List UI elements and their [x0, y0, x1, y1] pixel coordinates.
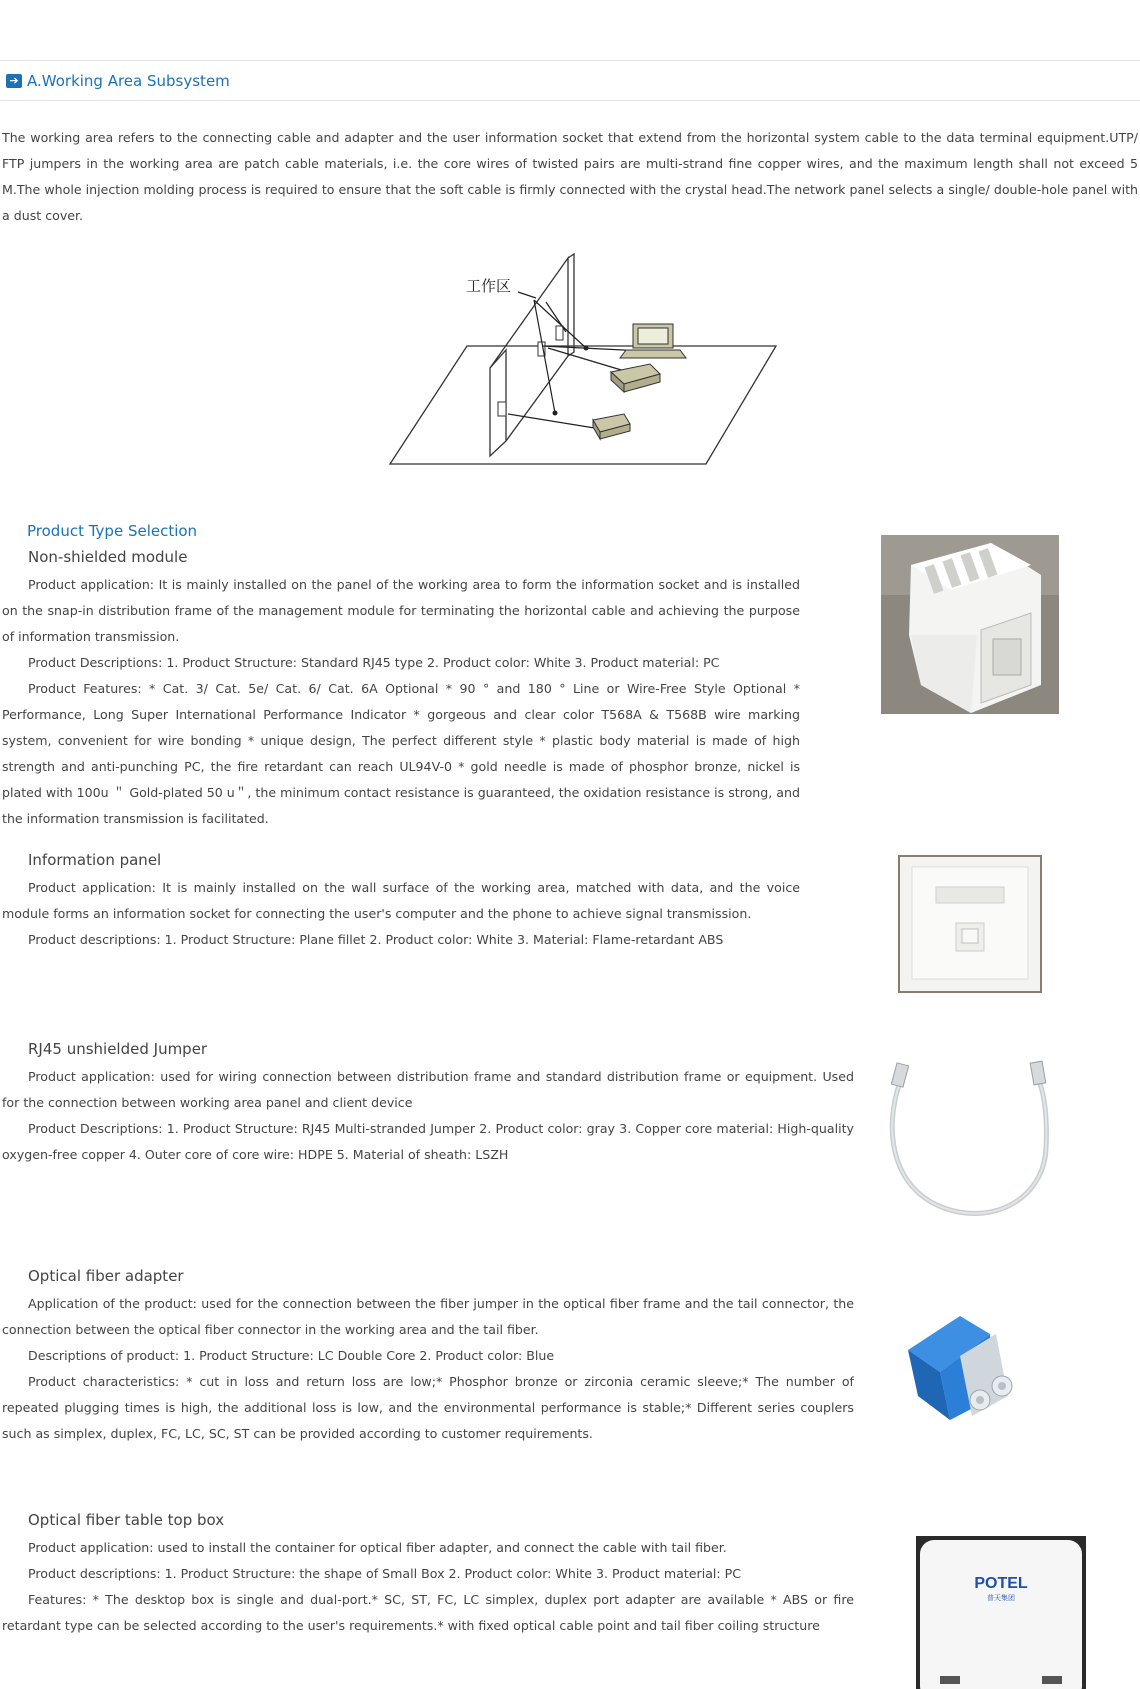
product-description [2, 1064, 854, 1168]
product-title: Non-shielded module [28, 548, 188, 566]
optical-fiber-adapter-photo [900, 1300, 1050, 1430]
section-title: A.Working Area Subsystem [27, 72, 230, 90]
product-title: Optical fiber adapter [28, 1267, 184, 1285]
product-type-selection-heading: Product Type Selection [27, 522, 198, 540]
socket-icon [498, 402, 506, 416]
potel-logo-sub: 普天集团 [987, 1594, 1015, 1602]
floor-plane [390, 346, 776, 464]
product-paragraph: Product application: It is mainly installed on the wall surface of the working area, matched with data, and the voice module forms an information socket for connecting the user's computer and the phone to achieve signal transmission. [2, 880, 800, 921]
product-description [2, 1535, 854, 1639]
diagram-label: 工作区 [466, 277, 512, 295]
product-paragraph: Product Descriptions: 1. Product Structure: RJ45 Multi-stranded Jumper 2. Product color: gray 3. Copper core material: High-quality oxygen-free copper 4. Outer core of core wire: HDPE 5. Material of sheath: LSZH [2, 1121, 854, 1162]
product-description [2, 1291, 854, 1447]
product-paragraph: Product characteristics: * cut in loss and return loss are low;* Phosphor bronze or zirconia ceramic sleeve;* The number of repeated plugging times is high, the additional loss is low, and the environmental performance is stable;* Different series couplers such as simplex, duplex, FC, LC, SC, ST can be provided according to customer requirements. [2, 1374, 854, 1441]
product-description [2, 875, 800, 953]
product-paragraph: Product application: used to install the container for optical fiber adapter, and connect the cable with tail fiber. [28, 1540, 727, 1555]
product-paragraph: Product application: It is mainly installed on the panel of the working area to form the information socket and is installed on the snap-in distribution frame of the management module for terminating the horizontal cable and achieving the purpose of information transmission. [2, 577, 800, 644]
product-title: RJ45 unshielded Jumper [28, 1040, 208, 1058]
product-paragraph: Product descriptions: 1. Product Structure: Plane fillet 2. Product color: White 3. Material: Flame-retardant ABS [28, 932, 724, 947]
table-top-box-photo [916, 1536, 1086, 1689]
fax-icon [611, 364, 660, 392]
rj45-jumper-photo [884, 1058, 1056, 1230]
product-paragraph: Features: * The desktop box is single and dual-port.* SC, ST, FC, LC simplex, duplex port adapter are available * ABS or fire retardant type can be selected according to the user's requirements.* with fixed optical cable point and tail fiber coiling structure [2, 1592, 854, 1633]
product-paragraph: Descriptions of product: 1. Product Structure: LC Double Core 2. Product color: Blue [28, 1348, 555, 1363]
product-paragraph: Application of the product: used for the connection between the fiber jumper in the optical fiber frame and the tail connector, the connection between the optical fiber connector in the working area and the tail fiber. [2, 1296, 854, 1337]
working-area-diagram [388, 246, 780, 468]
product-description [2, 572, 800, 832]
product-paragraph: Product descriptions: 1. Product Structure: the shape of Small Box 2. Product color: White 3. Product material: PC [28, 1566, 742, 1581]
computer-icon [620, 324, 686, 358]
product-paragraph: Product application: used for wiring connection between distribution frame and standard distribution frame or equipment. Used for the connection between working area panel and client device [2, 1069, 854, 1110]
intro-paragraph: The working area refers to the connecting cable and adapter and the user information socket that extend from the horizontal system cable to the data terminal equipment.UTP/ FTP jumpers in the working area are patch cable materials, i.e. the core wires of twisted pairs are multi-strand fine copper wires, and the maximum length shall not exceed 5 M.The whole injection molding process is required to ensure that the soft cable is firmly connected with the crystal head.The network panel selects a single/ double-hole panel with a dust cover. [2, 130, 1138, 223]
top-divider [0, 60, 1140, 61]
information-panel-photo [898, 855, 1042, 993]
product-paragraph: Product Features: * Cat. 3/ Cat. 5e/ Cat. 6/ Cat. 6A Optional * 90 ° and 180 ° Line or Wire-Free Style Optional * Performance, Long Super International Performance Indicator * gorgeous and clear color T568A & T568B wire marking system, convenient for wire bonding * unique design, The perfect different style * plastic body material is made of high strength and anti-punching PC, the fire retardant can reach UL94V-0 * gold needle is made of phosphor bronze, nickel is plated with 100u ＂ Gold-plated 50 u＂, the minimum contact resistance is guaranteed, the oxidation resistance is strong, and the information transmission is facilitated. [2, 681, 800, 826]
product-title: Optical fiber table top box [28, 1511, 225, 1529]
potel-logo: POTEL [974, 1575, 1028, 1592]
product-title: Information panel [28, 851, 162, 869]
arrow-right-icon: ➔ [6, 74, 22, 88]
section-header [6, 70, 230, 92]
product-paragraph: Product Descriptions: 1. Product Structure: Standard RJ45 type 2. Product color: White 3. Product material: PC [28, 655, 720, 670]
section-divider [0, 100, 1140, 101]
phone-icon [593, 414, 630, 439]
non-shielded-module-photo [881, 535, 1059, 714]
socket-icon [556, 326, 563, 340]
